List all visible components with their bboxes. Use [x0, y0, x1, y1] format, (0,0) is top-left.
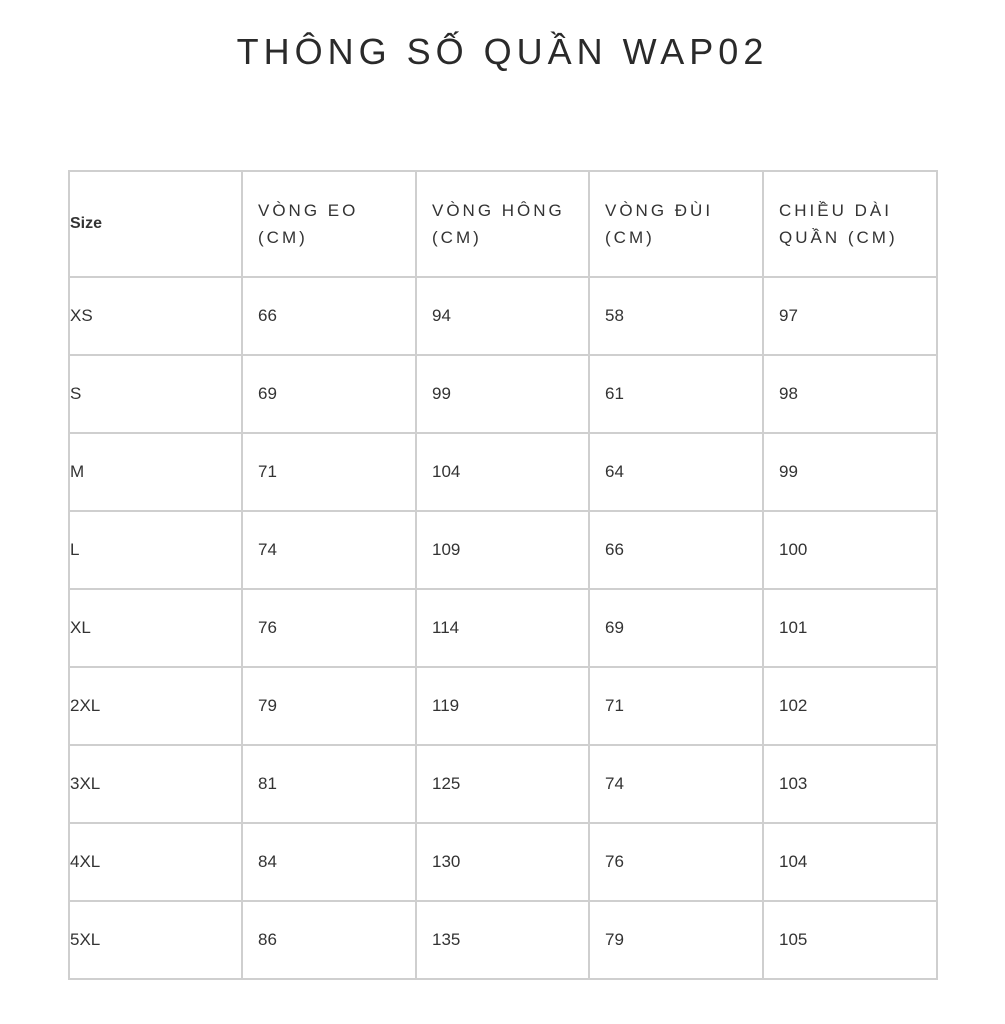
- page-title: THÔNG SỐ QUẦN WAP02: [236, 31, 769, 72]
- length-cell: 103: [763, 745, 937, 823]
- thigh-cell: 76: [589, 823, 763, 901]
- length-cell: 99: [763, 433, 937, 511]
- waist-cell: 79: [242, 667, 416, 745]
- size-cell: 3XL: [69, 745, 242, 823]
- table-row: [69, 277, 937, 355]
- thigh-cell: 74: [589, 745, 763, 823]
- table-row: [69, 355, 937, 433]
- waist-cell: 69: [242, 355, 416, 433]
- size-chart-table: [68, 170, 938, 980]
- header-thigh: VÒNG ĐÙI (CM): [589, 171, 763, 277]
- hip-cell: 109: [416, 511, 589, 589]
- header-size: Size: [69, 171, 242, 277]
- thigh-cell: 69: [589, 589, 763, 667]
- thigh-cell: 61: [589, 355, 763, 433]
- waist-cell: 86: [242, 901, 416, 979]
- hip-cell: 125: [416, 745, 589, 823]
- table-row: [69, 823, 937, 901]
- size-cell: XL: [69, 589, 242, 667]
- table-row: [69, 511, 937, 589]
- size-cell: 5XL: [69, 901, 242, 979]
- hip-cell: 119: [416, 667, 589, 745]
- hip-cell: 94: [416, 277, 589, 355]
- waist-cell: 71: [242, 433, 416, 511]
- waist-cell: 74: [242, 511, 416, 589]
- header-length: CHIỀU DÀI QUẦN (CM): [763, 171, 937, 277]
- size-cell: 4XL: [69, 823, 242, 901]
- size-cell: 2XL: [69, 667, 242, 745]
- length-cell: 102: [763, 667, 937, 745]
- waist-cell: 84: [242, 823, 416, 901]
- thigh-cell: 64: [589, 433, 763, 511]
- waist-cell: 76: [242, 589, 416, 667]
- table-row: [69, 433, 937, 511]
- hip-cell: 114: [416, 589, 589, 667]
- table-row: [69, 667, 937, 745]
- header-hip: VÒNG HÔNG (CM): [416, 171, 589, 277]
- thigh-cell: 58: [589, 277, 763, 355]
- size-cell: M: [69, 433, 242, 511]
- table-header-row: [69, 171, 937, 277]
- size-cell: L: [69, 511, 242, 589]
- table-row: [69, 589, 937, 667]
- waist-cell: 81: [242, 745, 416, 823]
- length-cell: 100: [763, 511, 937, 589]
- hip-cell: 130: [416, 823, 589, 901]
- table-row: [69, 745, 937, 823]
- hip-cell: 99: [416, 355, 589, 433]
- length-cell: 105: [763, 901, 937, 979]
- size-cell: S: [69, 355, 242, 433]
- hip-cell: 104: [416, 433, 589, 511]
- header-waist: VÒNG EO (CM): [242, 171, 416, 277]
- thigh-cell: 79: [589, 901, 763, 979]
- table-row: [69, 901, 937, 979]
- thigh-cell: 71: [589, 667, 763, 745]
- length-cell: 101: [763, 589, 937, 667]
- length-cell: 104: [763, 823, 937, 901]
- length-cell: 97: [763, 277, 937, 355]
- length-cell: 98: [763, 355, 937, 433]
- size-cell: XS: [69, 277, 242, 355]
- hip-cell: 135: [416, 901, 589, 979]
- waist-cell: 66: [242, 277, 416, 355]
- thigh-cell: 66: [589, 511, 763, 589]
